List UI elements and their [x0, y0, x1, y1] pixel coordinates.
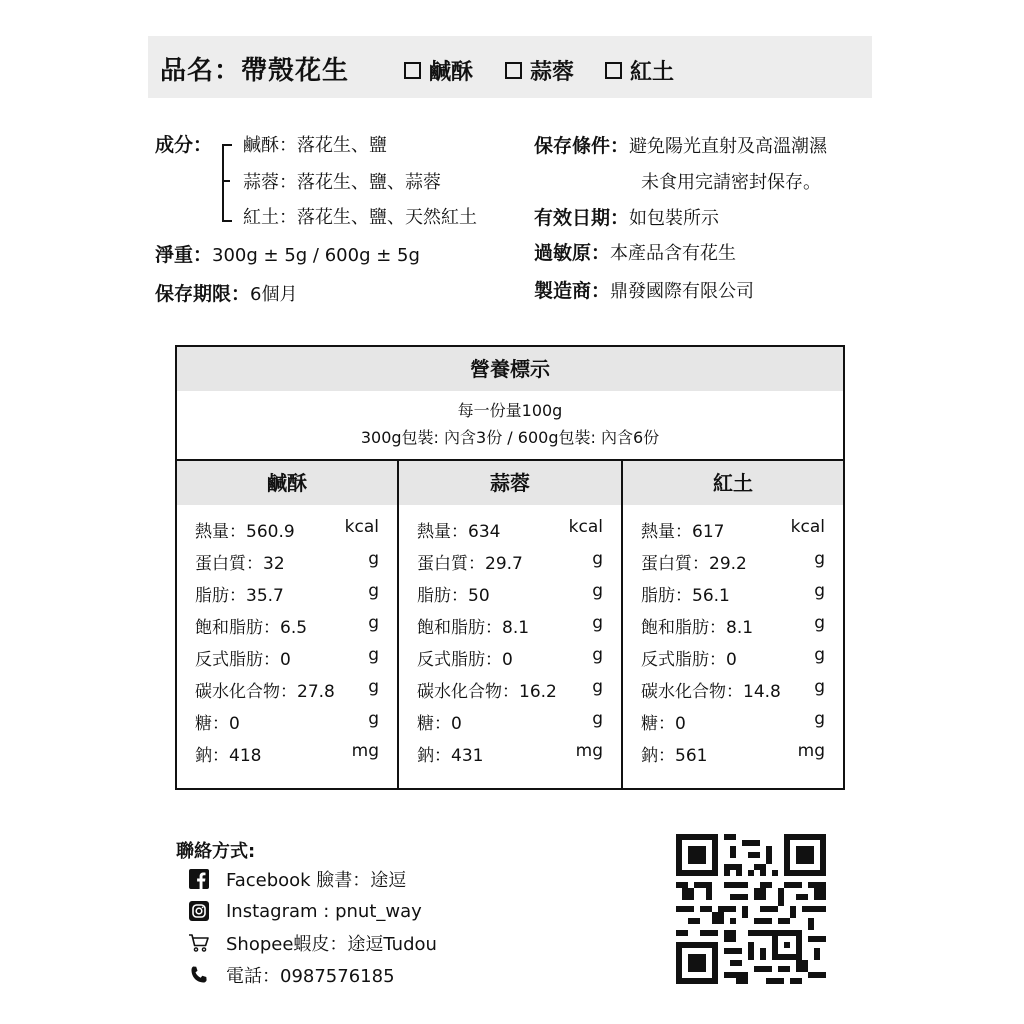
expiry-label: 有效日期： — [534, 207, 630, 229]
shelf-life-value: 6個月 — [250, 284, 298, 305]
shelf-life — [155, 279, 297, 306]
nutrient-row: 熱量：634 kcal — [417, 517, 603, 542]
storage-line: 避免陽光直射及高溫潮濕 — [629, 136, 828, 157]
nutrient-row: 脂肪：50 g — [417, 581, 603, 606]
shopee-text: Shopee蝦皮：途逗Tudou — [226, 934, 437, 955]
storage-label: 保存條件： — [534, 135, 630, 157]
phone-icon — [188, 964, 210, 986]
contact-shopee[interactable] — [188, 931, 437, 955]
nutrition-title: 營養標示 — [177, 347, 843, 391]
serving-size: 每一份量100g — [457, 401, 563, 420]
nutrient-row: 蛋白質：29.7 g — [417, 549, 603, 574]
allergen — [534, 238, 736, 265]
nutrient-row: 碳水化合物：16.2 g — [417, 677, 603, 702]
contact-phone[interactable] — [188, 963, 395, 987]
ingredient-line: 鹹酥：落花生、鹽 — [243, 135, 387, 156]
facebook-icon — [188, 868, 210, 890]
expiry — [534, 203, 719, 230]
maker-label: 製造商： — [534, 280, 611, 302]
nutrient-row: 熱量：560.9 kcal — [195, 517, 379, 542]
instagram-icon — [188, 900, 210, 922]
ingredients-bracket — [222, 144, 232, 222]
maker — [534, 276, 754, 303]
nutrient-row: 鈉：418 mg — [195, 741, 379, 766]
ingredient-line: 紅土：落花生、鹽、天然紅土 — [243, 207, 477, 228]
nutrient-row: 糖：0 g — [195, 709, 379, 734]
package-servings: 300g包裝: 內含3份 / 600g包裝: 內含6份 — [360, 428, 660, 447]
phone-text: 電話：0987576185 — [226, 966, 395, 987]
facebook-text: Facebook 臉書：途逗 — [226, 870, 407, 891]
ingredient-line: 蒜蓉：落花生、鹽、蒜蓉 — [243, 172, 441, 193]
nutrient-row: 飽和脂肪：8.1 g — [641, 613, 825, 638]
nutrient-row: 鈉：561 mg — [641, 741, 825, 766]
nutrition-table — [175, 345, 845, 790]
nutrient-row: 糖：0 g — [641, 709, 825, 734]
contact-instagram[interactable] — [188, 899, 422, 923]
nutrition-column-xiansu — [177, 461, 399, 790]
checkbox-icon — [505, 62, 522, 79]
shopping-cart-icon — [188, 932, 210, 954]
checkbox-icon — [605, 62, 622, 79]
allergen-label: 過敏原： — [534, 242, 611, 264]
allergen-value: 本產品含有花生 — [610, 243, 737, 264]
nutrient-row: 飽和脂肪：6.5 g — [195, 613, 379, 638]
nutrient-row: 脂肪：35.7 g — [195, 581, 379, 606]
storage — [534, 131, 827, 158]
instagram-text: Instagram : pnut_way — [226, 900, 422, 922]
nutrient-row: 反式脂肪：0 g — [417, 645, 603, 670]
net-weight — [155, 240, 420, 267]
column-header: 鹹酥 — [177, 461, 397, 505]
contact-title: 聯絡方式: — [176, 841, 256, 862]
nutrition-column-garlic — [399, 461, 623, 790]
nutrient-row: 反式脂肪：0 g — [641, 645, 825, 670]
nutrient-row: 飽和脂肪：8.1 g — [417, 613, 603, 638]
maker-value: 鼎發國際有限公司 — [610, 281, 755, 302]
product-name: 品名：帶殼花生 — [160, 56, 350, 86]
ingredients-bracket-mid — [222, 180, 230, 182]
ingredients-label: 成分： — [155, 134, 213, 156]
nutrient-row: 蛋白質：29.2 g — [641, 549, 825, 574]
column-header: 蒜蓉 — [399, 461, 621, 505]
net-weight-value: 300g ± 5g / 600g ± 5g — [212, 245, 420, 266]
nutrient-row: 鈉：431 mg — [417, 741, 603, 766]
storage-line-2: 未食用完請密封保存。 — [641, 172, 821, 193]
nutrient-row: 反式脂肪：0 g — [195, 645, 379, 670]
qr-code[interactable] — [676, 834, 826, 984]
option-checkbox-red-soil[interactable]: 紅土 — [605, 55, 674, 86]
nutrient-row: 糖：0 g — [417, 709, 603, 734]
expiry-value: 如包裝所示 — [629, 208, 720, 229]
nutrient-row: 蛋白質：32 g — [195, 549, 379, 574]
option-checkbox-xiansu[interactable]: 鹹酥 — [404, 55, 473, 86]
column-header: 紅土 — [623, 461, 843, 505]
option-checkbox-garlic[interactable]: 蒜蓉 — [505, 55, 574, 86]
checkbox-icon — [404, 62, 421, 79]
contact-facebook[interactable] — [188, 867, 406, 891]
nutrient-row: 碳水化合物：27.8 g — [195, 677, 379, 702]
nutrient-row: 熱量：617 kcal — [641, 517, 825, 542]
shelf-life-label: 保存期限： — [155, 283, 251, 305]
nutrient-row: 脂肪：56.1 g — [641, 581, 825, 606]
nutrition-column-red-soil — [623, 461, 843, 790]
net-weight-label: 淨重： — [155, 244, 213, 266]
nutrient-row: 碳水化合物：14.8 g — [641, 677, 825, 702]
